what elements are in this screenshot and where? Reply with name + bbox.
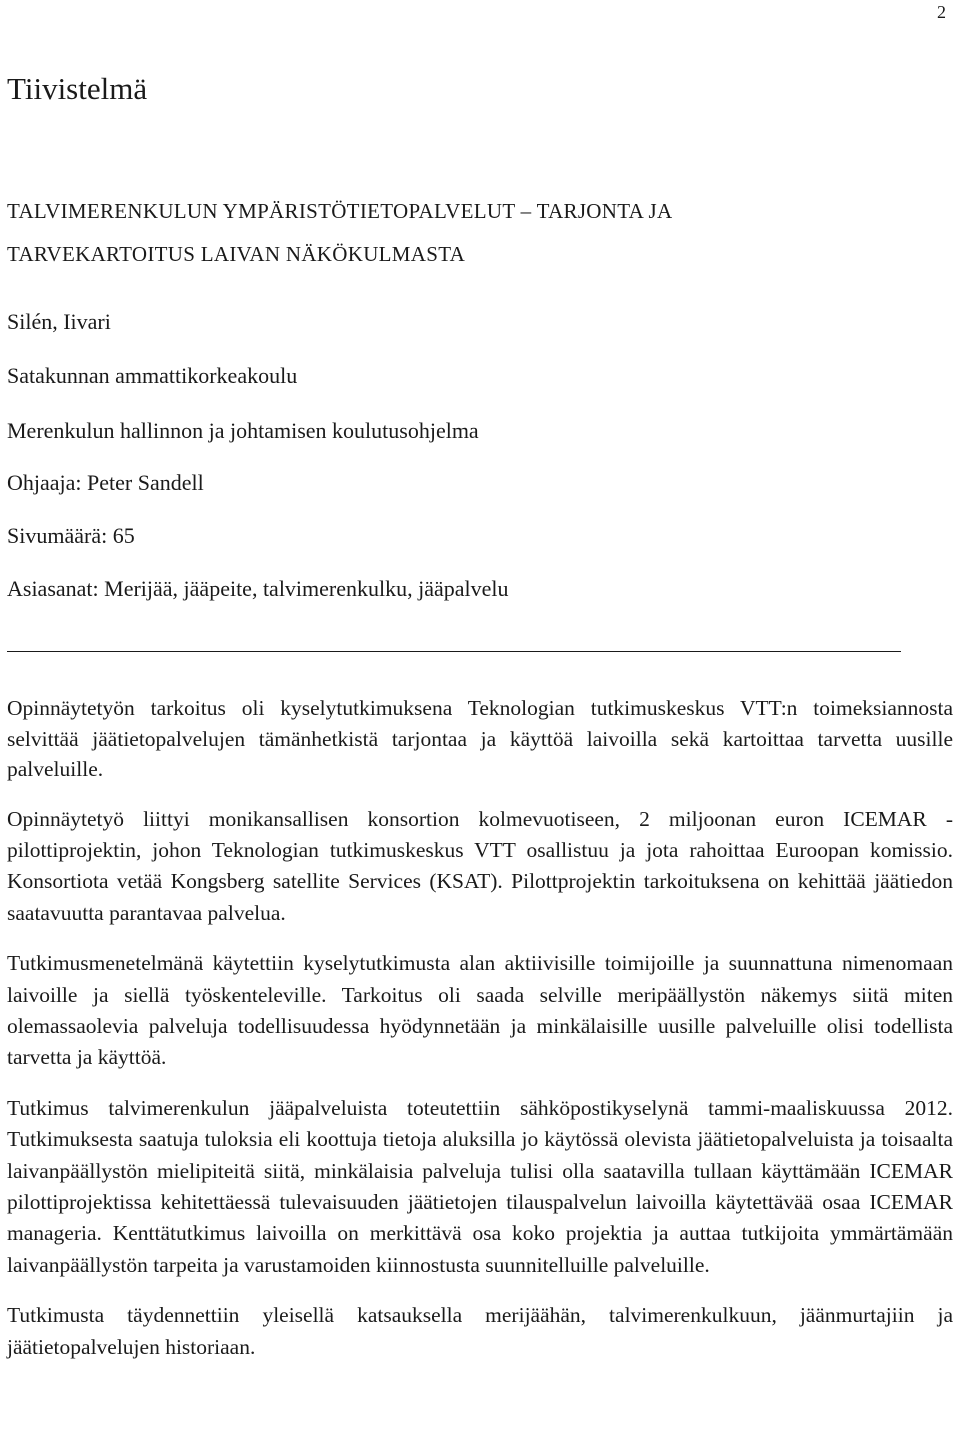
abstract-paragraph-1: Opinnäytetyön tarkoitus oli kyselytutkimuksena Teknologian tutkimuskeskus VTT:n toimeksiannosta selvittää jäätietopalvelujen tämänhetkistä tarjontaa ja käyttöä laivoilla sekä kartoittaa tarvetta uusille palveluille.	[7, 696, 953, 781]
divider-line	[7, 651, 901, 652]
abstract-paragraph-5: Tutkimusta täydennettiin yleisellä katsauksella merijäähän, talvimerenkulkuun, jäänmurtajiin ja jäätietopalvelujen historiaan.	[7, 1303, 953, 1359]
school: Satakunnan ammattikorkeakoulu	[7, 363, 298, 388]
abstract-paragraph-3: Tutkimusmenetelmänä käytettiin kyselytutkimusta alan aktiivisille toimijoille ja suunnattuna nimenomaan laivoille ja siellä työskenteleville. Tarkoitus oli saada selville meripäällystön näkemys siitä miten olemassaolevia palveluja todellisuudessa hyödynnetään ja minkälaisille uusille palveluille olisi todellista tarvetta ja käyttöä.	[7, 951, 953, 1070]
degree-programme: Merenkulun hallinnon ja johtamisen koulutusohjelma	[7, 418, 479, 443]
abstract-paragraph-4: Tutkimus talvimerenkulun jääpalveluista toteutettiin sähköpostikyselynä tammi-maaliskuussa 2012. Tutkimuksesta saatuja tuloksia eli koottuja tietoja aluksilla jo käytössä olevista jäätietopalveluista ja toisaalta laivanpäällystön mielipiteitä siitä, minkälaisia palveluja tulisi olla saatavilla tullaan käyttämään ICEMAR pilottiprojektissa kehitettäessä tulevaisuuden jäätietojen tilauspalvelun laivoilla käytettävää osaa ICEMAR manageria. Kenttätutkimus laivoilla on merkittävä osa koko projektia ja auttaa tutkijoita ymmärtämään laivanpäällystön tarpeita ja varustamoiden kiinnostusta suunnitelluille palveluille.	[7, 1095, 953, 1277]
keywords: Asiasanat: Merijää, jääpeite, talvimerenkulku, jääpalvelu	[7, 576, 509, 601]
page-count: Sivumäärä: 65	[7, 523, 135, 548]
thesis-title-line-2: TARVEKARTOITUS LAIVAN NÄKÖKULMASTA	[7, 242, 466, 266]
abstract-paragraph-2: Opinnäytetyö liittyi monikansallisen konsortion kolmevuotiseen, 2 miljoonan euron ICEMAR -pilottiprojektin, johon Teknologian tutkimuskeskus VTT osallistuu ja jota rahoittaa Euroopan komissio. Konsortiota vetää Kongsberg satellite Services (KSAT). Pilottprojektin tarkoituksena on kehittää jäätiedon saatavuutta parantavaa palvelua.	[7, 806, 953, 925]
abstract-body	[7, 693, 953, 1382]
supervisor: Ohjaaja: Peter Sandell	[7, 470, 204, 495]
thesis-title-line-1: TALVIMERENKULUN YMPÄRISTÖTIETOPALVELUT – TARJONTA JA	[7, 199, 673, 223]
abstract-heading: Tiivistelmä	[7, 71, 148, 106]
author: Silén, Iivari	[7, 309, 111, 334]
page-number: 2	[937, 2, 946, 22]
